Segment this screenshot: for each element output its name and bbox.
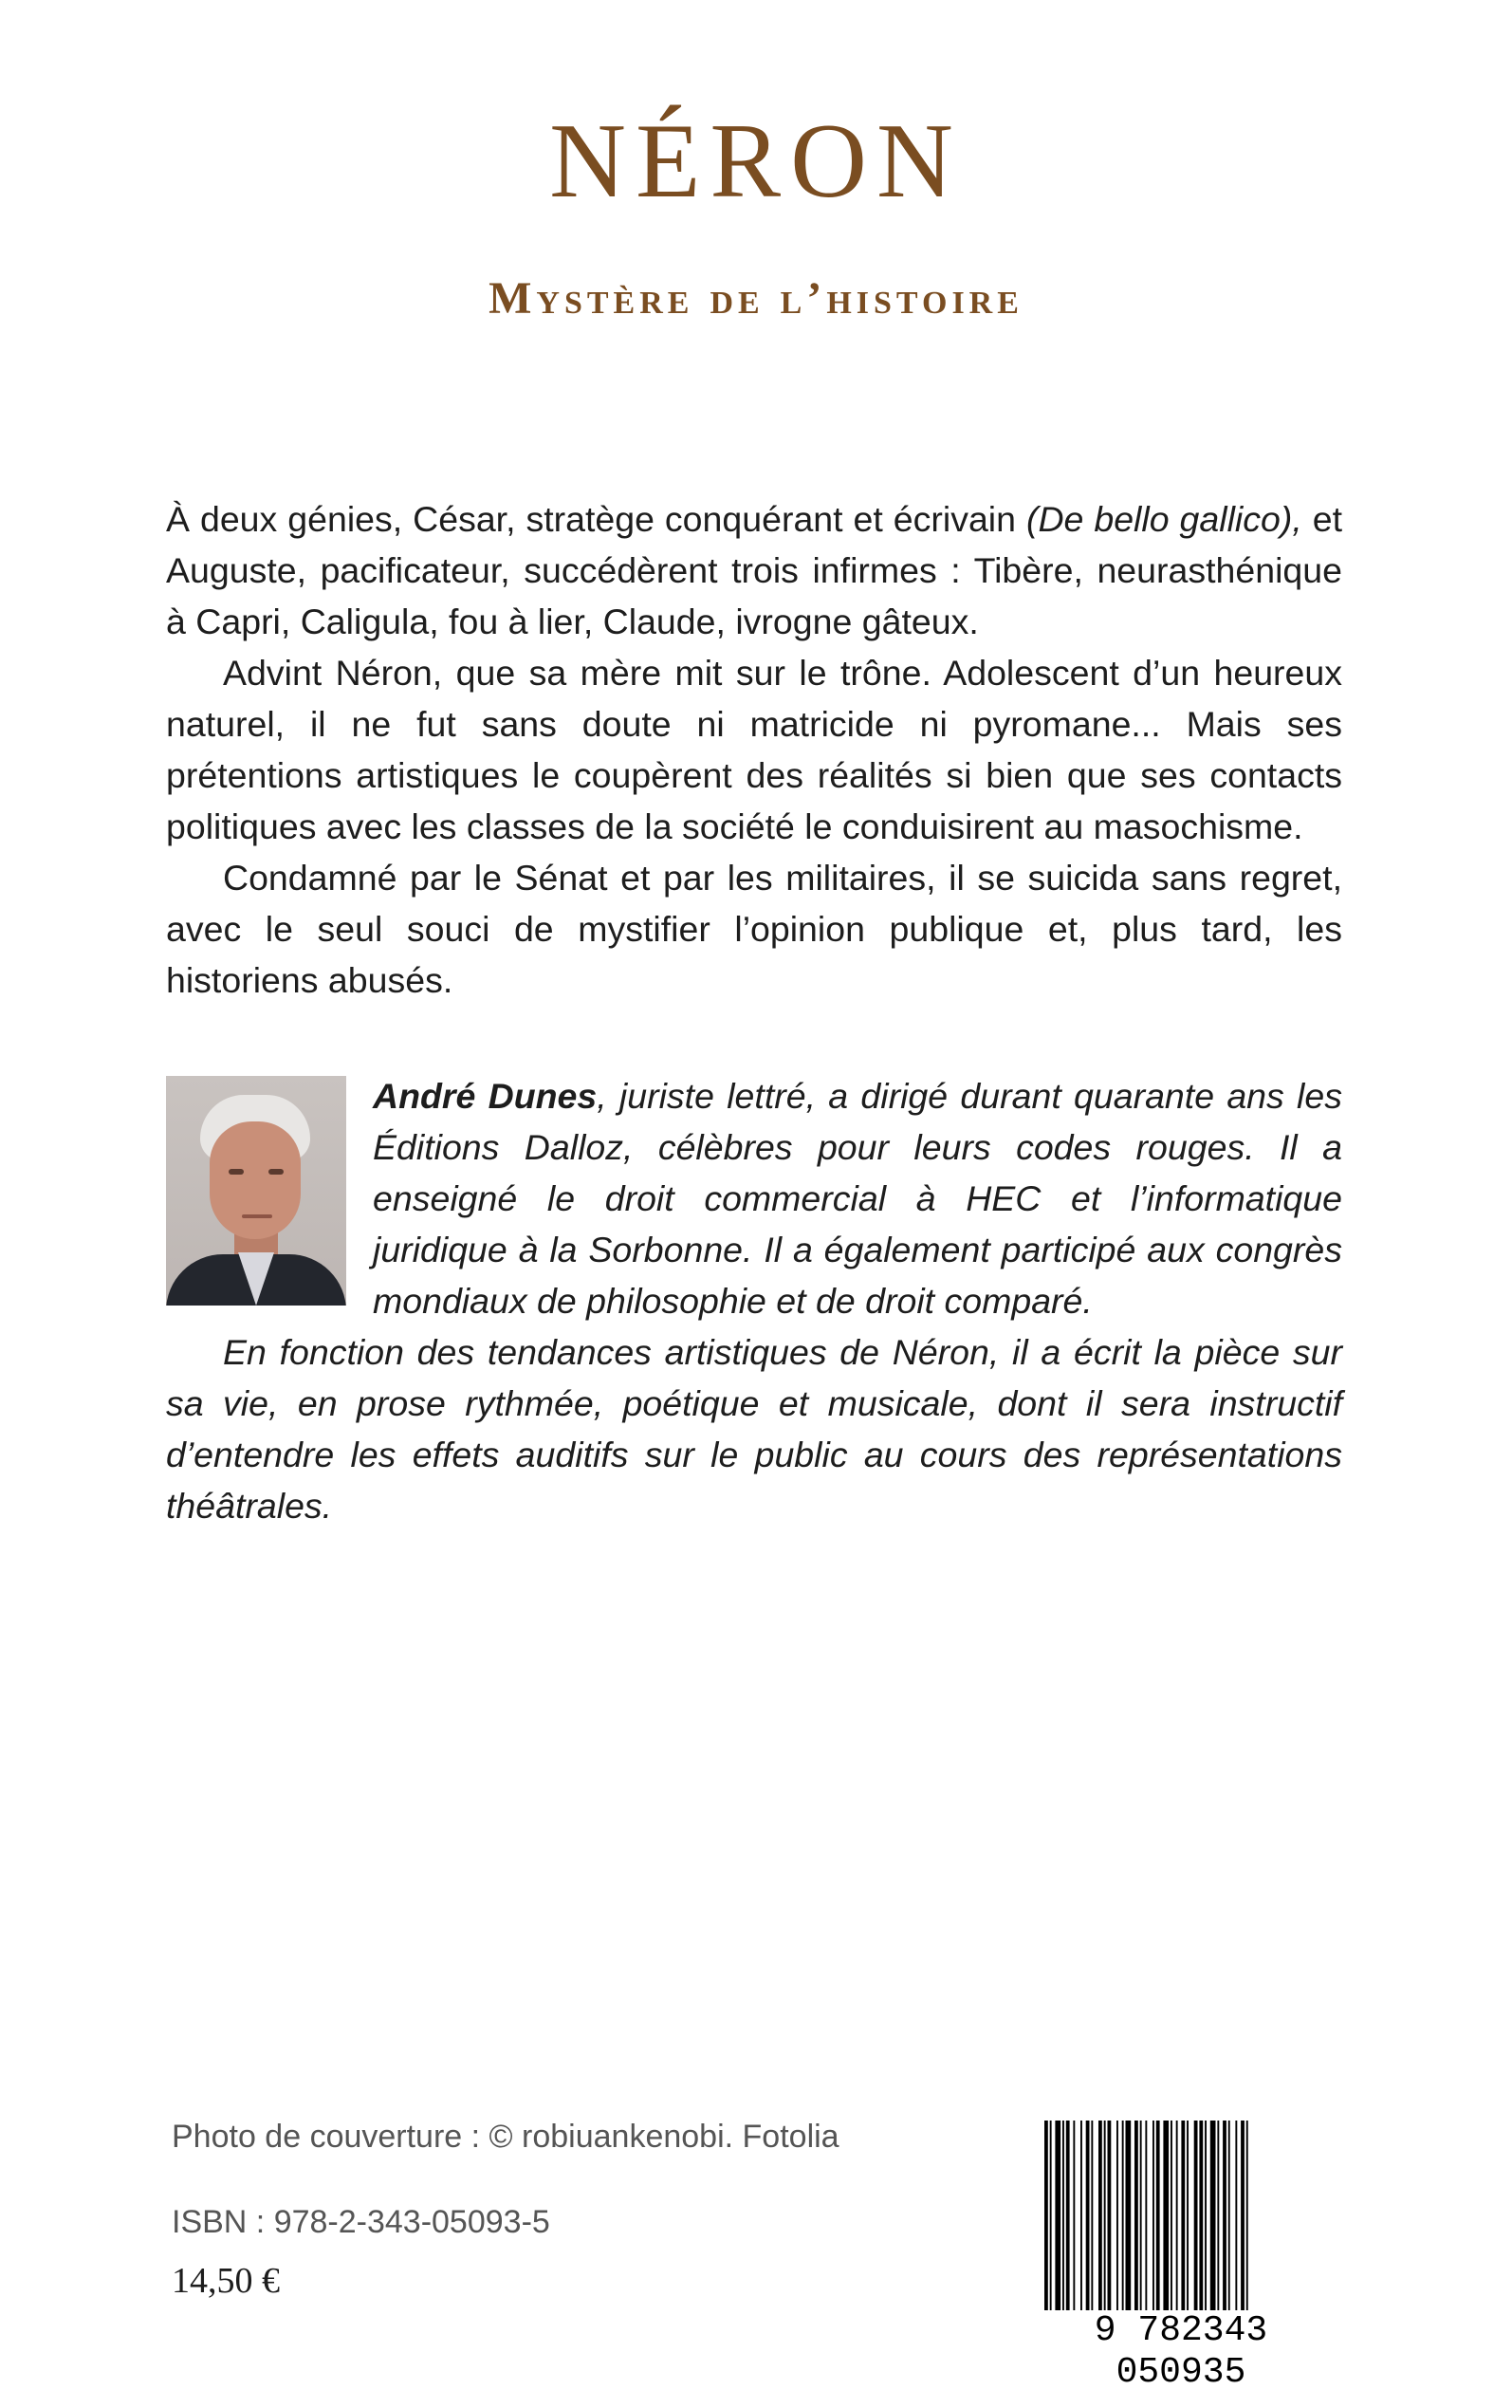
barcode-bar (1187, 2121, 1189, 2315)
author-name: André Dunes (373, 1076, 598, 1116)
isbn: ISBN : 978-2-343-05093-5 (172, 2204, 550, 2240)
barcode-bar (1062, 2121, 1064, 2315)
barcode-bar (1055, 2121, 1060, 2315)
book-subtitle: Mystère de l’histoire (489, 273, 1023, 324)
barcode-bar (1163, 2121, 1169, 2315)
barcode-bar (1050, 2121, 1052, 2315)
barcode-bar (1210, 2121, 1216, 2315)
barcode-bar (1199, 2121, 1203, 2315)
barcode-digits: 9 782343 050935 (1039, 2310, 1323, 2394)
author-bio (166, 1070, 1342, 1531)
barcode-bar (1241, 2121, 1245, 2315)
author-play-note: En fonction des tendances artistiques de Néron, il a écrit la pièce sur sa vie, en prose rythmée, poétique et musicale, dont il sera instructif d’entendre les effets auditifs sur le public au cours des représentations théâtrales. (166, 1332, 1342, 1526)
barcode-bar (1145, 2121, 1147, 2315)
barcode-bar (1108, 2121, 1112, 2315)
barcode-bar (1116, 2121, 1118, 2315)
barcode-bar (1098, 2121, 1102, 2315)
book-title: NÉRON (549, 102, 963, 220)
author-photo (166, 1076, 346, 1306)
barcode-bar (1044, 2121, 1048, 2315)
synopsis-paragraph-2: Advint Néron, que sa mère mit sur le trône. Adolescent d’un heureux naturel, il ne fut sans doute ni matricide ni pyromane... Mais ses prétentions artistiques le coupèrent des réalités si bien que ses contacts politiques avec les classes de la société le conduisirent au masochisme. (166, 653, 1342, 846)
barcode-bar (1223, 2121, 1226, 2315)
barcode-bar (1181, 2121, 1185, 2315)
barcode-bar (1235, 2121, 1237, 2315)
barcode-bar (1205, 2121, 1207, 2315)
synopsis (166, 493, 1342, 1006)
barcode-bar (1246, 2121, 1248, 2315)
barcode-bar (1091, 2121, 1093, 2315)
barcode-bar (1066, 2121, 1070, 2315)
barcode-bar (1176, 2121, 1178, 2315)
barcode-bar (1080, 2121, 1082, 2315)
barcode-bars (1039, 2121, 1323, 2320)
barcode-bar (1104, 2121, 1106, 2315)
barcode-bar (1171, 2121, 1172, 2315)
barcode-bar (1073, 2121, 1075, 2315)
barcode-bar (1086, 2121, 1090, 2315)
barcode-bar (1228, 2121, 1230, 2315)
barcode-bar (1122, 2121, 1124, 2315)
price: 14,50 € (172, 2261, 280, 2301)
synopsis-paragraph-1 (166, 493, 1342, 647)
synopsis-p1-text-a: À deux génies, César, stratège conquérant et écrivain (166, 499, 1026, 539)
synopsis-p1-italic-title: (De bello gallico), (1025, 499, 1302, 539)
barcode-bar (1152, 2121, 1154, 2315)
barcode-bar (1194, 2121, 1198, 2315)
barcode-bar (1126, 2121, 1132, 2315)
barcode-bar (1140, 2121, 1142, 2315)
barcode-bar (1217, 2121, 1219, 2315)
author-bio-text: , juriste lettré, a dirigé durant quarante ans les Éditions Dalloz, célèbres pour leurs codes rouges. Il a enseigné le droit commercial à HEC et l’informatique juridique à la Sorbonne. Il a également participé aux congrès mondiaux de philosophie et de droit comparé. (373, 1076, 1342, 1321)
photo-credit: Photo de couverture : © robiuankenobi. Fotolia (172, 2119, 839, 2155)
barcode (1039, 2121, 1323, 2393)
synopsis-paragraph-3: Condamné par le Sénat et par les militaires, il se suicida sans regret, avec le seul souci de mystifier l’opinion publique et, plus tard, les historiens abusés. (166, 858, 1342, 1000)
synopsis-p1-text-b: et Auguste, pacificateur, succédèrent trois infirmes : Tibère, neurasthénique à Capri, Caligula, fou à lier, Claude, ivrogne gâteux. (166, 499, 1342, 641)
barcode-bar (1134, 2121, 1138, 2315)
barcode-bar (1156, 2121, 1160, 2315)
